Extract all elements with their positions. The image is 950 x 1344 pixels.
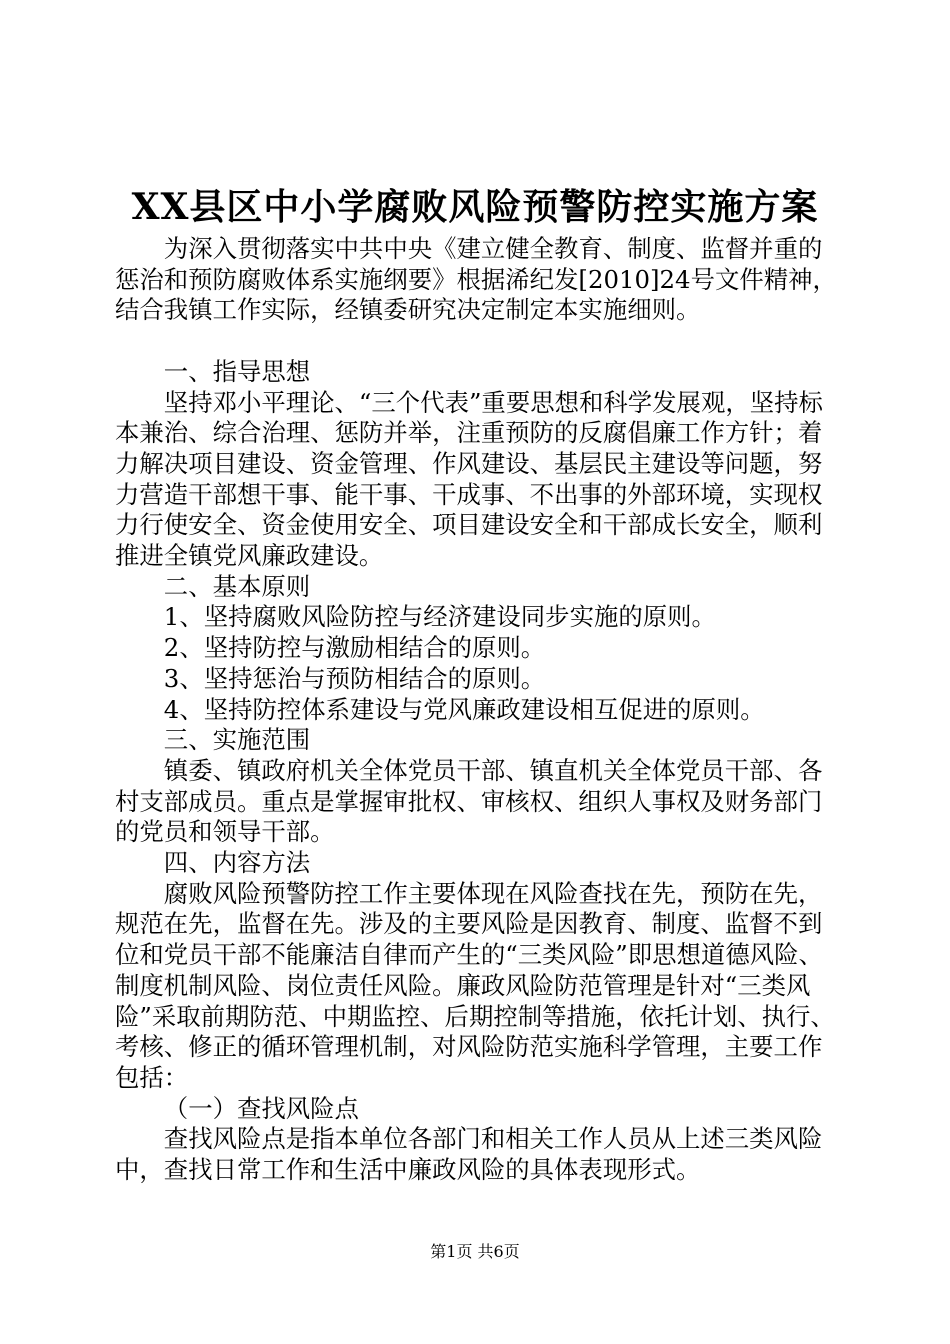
section-heading-basic-principles: 二、基本原则: [163, 571, 311, 601]
section-heading-content-methods: 四、内容方法: [163, 848, 311, 878]
principle-item: 1、坚持腐败风险防控与经济建设同步实施的原则。: [163, 602, 716, 632]
document-title: XX县区中小学腐败风险预警防控实施方案: [131, 186, 819, 228]
scope-paragraph: 镇委、镇政府机关全体党员干部、镇直机关全体党员干部、各村支部成员。重点是掌握审批权、审核权、组织人事权及财务部门的党员和领导干部。: [115, 755, 823, 847]
content-methods-paragraph: 腐败风险预警防控工作主要体现在风险查找在先，预防在先，规范在先，监督在先。涉及的主要风险是因教育、制度、监督不到位和党员干部不能廉洁自律而产生的“三类风险”即思想道德风险、制度机制风险、岗位责任风险。廉政风险防范管理是针对“三类风险”采取前期防范、中期监控、后期控制等措施，依托计划、执行、考核、修正的循环管理机制，对风险防范实施科学管理，主要工作包括：: [115, 878, 835, 1092]
blank-line: [115, 326, 837, 357]
find-risk-points-paragraph: 查找风险点是指本单位各部门和相关工作人员从上述三类风险中，查找日常工作和生活中廉政风险的具体表现形式。: [115, 1124, 823, 1185]
page-footer: 第1页 共6页: [430, 1242, 520, 1261]
principle-item: 3、坚持惩治与预防相结合的原则。: [163, 663, 546, 693]
subsection-heading-find-risk-points: （一）查找风险点: [163, 1093, 359, 1123]
principle-item: 4、坚持防控体系建设与党风廉政建设相互促进的原则。: [163, 694, 765, 724]
intro-paragraph: 为深入贯彻落实中共中央《建立健全教育、制度、监督并重的惩治和预防腐败体系实施纲要》根据浠纪发[2010]24号文件精神，结合我镇工作实际，经镇委研究决定制定本实施细则。: [115, 234, 837, 325]
section-heading-guiding-thought: 一、指导思想: [163, 356, 311, 386]
principle-item: 2、坚持防控与激励相结合的原则。: [163, 633, 546, 663]
document-body: [115, 234, 837, 1186]
guiding-thought-paragraph: 坚持邓小平理论、“三个代表”重要思想和科学发展观，坚持标本兼治、综合治理、惩防并举，注重预防的反腐倡廉工作方针；着力解决项目建设、资金管理、作风建设、基层民主建设等问题，努力营造干部想干事、能干事、干成事、不出事的外部环境，实现权力行使安全、资金使用安全、项目建设安全和干部成长安全，顺利推进全镇党风廉政建设。: [115, 387, 823, 571]
section-heading-scope: 三、实施范围: [163, 725, 311, 755]
